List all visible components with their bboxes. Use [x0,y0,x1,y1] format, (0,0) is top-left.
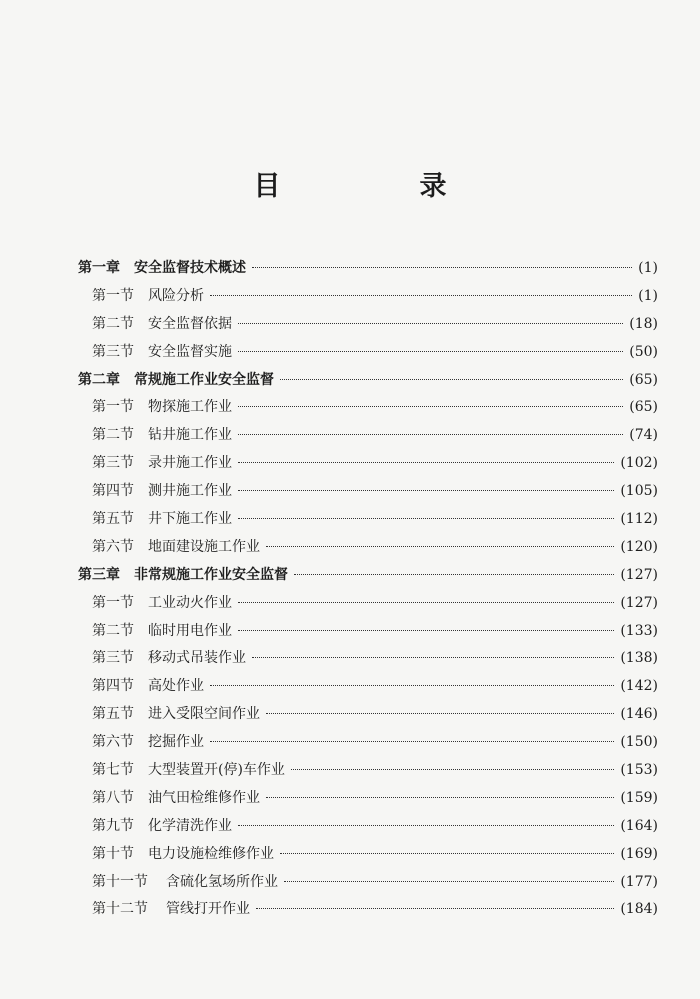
toc-section-entry[interactable] [78,592,658,620]
toc-section-entry[interactable] [78,731,658,759]
toc-entry-page-number: (164) [620,817,658,834]
toc-entry-number: 第四节 [92,483,134,500]
toc-entry-title: 风险分析 [148,287,204,304]
toc-entry-number: 第九节 [92,817,134,834]
toc-entry-title: 地面建设施工作业 [148,538,260,555]
dot-leader [238,323,623,324]
toc-entry-page-number: (18) [629,315,658,332]
toc-entry-page-number: (133) [620,622,658,639]
toc-entry-page-number: (169) [620,845,658,862]
toc-entry-page-number: (1) [638,260,658,276]
toc-entry-title: 非常规施工作业安全监督 [134,566,288,583]
dot-leader [210,295,632,296]
toc-entry-title: 高处作业 [148,678,204,695]
toc-entry-number: 第三节 [92,343,134,360]
toc-entry-number: 第十节 [92,845,134,862]
toc-entry-number: 第八节 [92,789,134,806]
toc-entry-page-number: (127) [620,594,658,611]
toc-entry-title: 井下施工作业 [148,511,232,528]
toc-chapter-entry[interactable] [78,257,658,285]
toc-entry-number: 第三节 [92,455,134,472]
toc-entry-number: 第三章 [78,566,120,583]
toc-entry-title: 钻井施工作业 [148,427,232,444]
toc-entry-page-number: (142) [620,678,658,695]
dot-leader [238,825,614,826]
toc-entry-title: 安全监督技术概述 [134,260,246,276]
dot-leader [238,434,623,435]
dot-leader [238,406,623,407]
toc-entry-page-number: (184) [620,901,658,918]
toc-entry-page-number: (1) [638,287,658,304]
toc-section-entry[interactable] [78,508,658,536]
toc-entry-number: 第二节 [92,427,134,444]
dot-leader [238,630,614,631]
toc-section-entry[interactable] [78,843,658,871]
toc-entry-page-number: (120) [620,538,658,555]
dot-leader [266,713,614,714]
toc-entry-number: 第二节 [92,622,134,639]
dot-leader [266,797,614,798]
toc-entry-page-number: (177) [620,873,658,890]
toc-entry-title: 大型装置开(停)车作业 [148,762,285,779]
toc-entry-number: 第一节 [92,399,134,416]
toc-entry-number: 第六节 [92,538,134,555]
toc-entry-title: 常规施工作业安全监督 [134,371,274,388]
toc-entry-page-number: (153) [620,762,658,779]
toc-entry-page-number: (146) [620,706,658,723]
dot-leader [284,881,614,882]
toc-entry-title: 安全监督依据 [148,315,232,332]
toc-entry-number: 第四节 [92,678,134,695]
toc-section-entry[interactable] [78,313,658,341]
toc-entry-page-number: (127) [620,566,658,583]
toc-section-entry[interactable] [78,759,658,787]
toc-section-entry[interactable] [78,620,658,648]
toc-entry-number: 第六节 [92,734,134,751]
toc-entry-number: 第七节 [92,762,134,779]
dot-leader [291,769,614,770]
toc-entry-number: 第二章 [78,371,120,388]
dot-leader [280,853,614,854]
toc-entry-title: 含硫化氢场所作业 [166,873,278,890]
toc-entry-page-number: (65) [629,399,658,416]
dot-leader [266,546,614,547]
dot-leader [210,741,614,742]
dot-leader [238,351,623,352]
toc-entry-title: 录井施工作业 [148,455,232,472]
toc-entry-page-number: (159) [620,789,658,806]
toc-entry-title: 挖掘作业 [148,734,204,751]
toc-section-entry[interactable] [78,424,658,452]
dot-leader [280,379,623,380]
toc-entry-page-number: (65) [629,371,658,388]
toc-section-entry[interactable] [78,396,658,424]
toc-section-entry[interactable] [78,675,658,703]
toc-section-entry[interactable] [78,285,658,313]
toc-entry-title: 安全监督实施 [148,343,232,360]
dot-leader [238,602,614,603]
toc-section-entry[interactable] [78,815,658,843]
toc-entry-number: 第二节 [92,315,134,332]
toc-section-entry[interactable] [78,871,658,899]
toc-chapter-entry[interactable] [78,564,658,592]
toc-entry-title: 电力设施检维修作业 [148,845,274,862]
toc-entry-title: 测井施工作业 [148,483,232,500]
toc-entry-number: 第一节 [92,594,134,611]
toc-entry-page-number: (74) [629,427,658,444]
dot-leader [210,685,614,686]
toc-entry-number: 第十二节 [92,901,148,918]
toc-entry-title: 油气田检维修作业 [148,789,260,806]
dot-leader [238,490,614,491]
toc-entry-title: 工业动火作业 [148,594,232,611]
toc-entry-page-number: (102) [620,455,658,472]
toc-section-entry[interactable] [78,787,658,815]
toc-entry-number: 第五节 [92,706,134,723]
dot-leader [238,518,614,519]
table-of-contents [78,257,658,926]
toc-entry-title: 进入受限空间作业 [148,706,260,723]
toc-section-entry[interactable] [78,341,658,369]
page-title: 目 录 [253,171,503,202]
toc-entry-number: 第三节 [92,650,134,667]
toc-entry-page-number: (50) [629,343,658,360]
toc-entry-title: 物探施工作业 [148,399,232,416]
toc-section-entry[interactable] [78,898,658,926]
dot-leader [256,908,614,909]
toc-entry-title: 移动式吊装作业 [148,650,246,667]
toc-entry-page-number: (138) [620,650,658,667]
toc-entry-page-number: (105) [620,483,658,500]
toc-section-entry[interactable] [78,452,658,480]
toc-entry-number: 第一节 [92,287,134,304]
dot-leader [238,462,614,463]
toc-entry-page-number: (112) [620,511,658,528]
toc-chapter-entry[interactable] [78,369,658,397]
dot-leader [252,657,614,658]
toc-entry-number: 第五节 [92,511,134,528]
toc-entry-title: 管线打开作业 [166,901,250,918]
toc-entry-page-number: (150) [620,734,658,751]
toc-entry-number: 第一章 [78,260,120,276]
toc-section-entry[interactable] [78,480,658,508]
toc-entry-number: 第十一节 [92,873,148,890]
toc-entry-title: 化学清洗作业 [148,817,232,834]
toc-section-entry[interactable] [78,647,658,675]
toc-section-entry[interactable] [78,703,658,731]
dot-leader [252,267,632,268]
dot-leader [294,574,614,575]
toc-entry-title: 临时用电作业 [148,622,232,639]
toc-section-entry[interactable] [78,536,658,564]
